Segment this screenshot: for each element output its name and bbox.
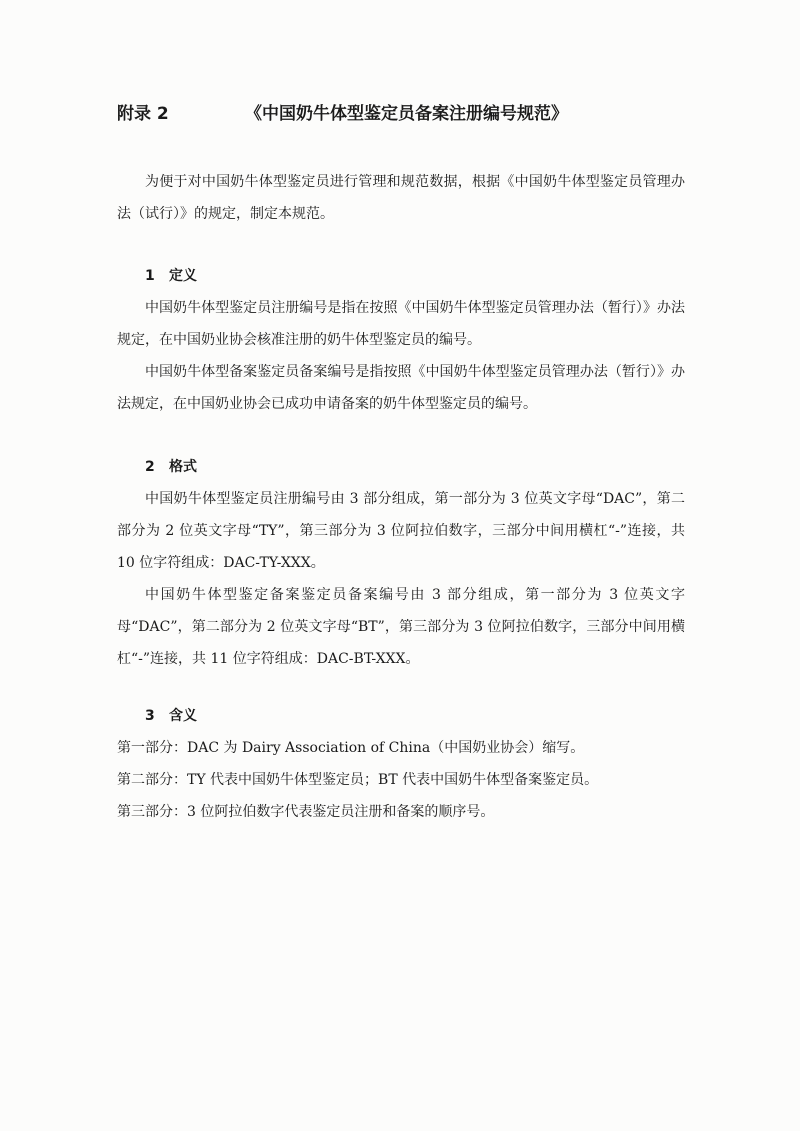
intro-paragraph: 为便于对中国奶牛体型鉴定员进行管理和规范数据，根据《中国奶牛体型鉴定员管理办法（试行）》的规定，制定本规范。 — [117, 174, 685, 222]
section-meaning — [117, 700, 685, 828]
paragraph: 中国奶牛体型鉴定备案鉴定员备案编号由 3 部分组成，第一部分为 3 位英文字母“DAC”，第二部分为 2 位英文字母“BT”，第三部分为 3 位阿拉伯数字，三部分中间用横杠“-”连接，共 11 位字符组成：DAC-BT-XXX。 — [117, 587, 685, 667]
document-title — [117, 100, 760, 128]
section-number: 3 — [145, 708, 155, 724]
appendix-label: 附录 2 — [117, 104, 169, 124]
section-definition — [117, 260, 685, 420]
section-title: 含义 — [169, 708, 197, 724]
paragraph: 中国奶牛体型备案鉴定员备案编号是指按照《中国奶牛体型鉴定员管理办法（暂行）》办法规定，在中国奶业协会已成功申请备案的奶牛体型鉴定员的编号。 — [117, 364, 685, 412]
paragraph: 中国奶牛体型鉴定员注册编号是指在按照《中国奶牛体型鉴定员管理办法（暂行）》办法规定，在中国奶业协会核准注册的奶牛体型鉴定员的编号。 — [117, 300, 685, 348]
section-format — [117, 451, 685, 675]
section-title: 定义 — [169, 268, 197, 284]
section-heading — [117, 260, 685, 292]
section-number: 1 — [145, 268, 155, 284]
meaning-line: 第二部分：TY 代表中国奶牛体型鉴定员；BT 代表中国奶牛体型备案鉴定员。 — [117, 772, 599, 788]
section-number: 2 — [145, 459, 155, 475]
intro-block — [117, 166, 685, 230]
section-heading — [117, 700, 685, 732]
paragraph: 中国奶牛体型鉴定员注册编号由 3 部分组成，第一部分为 3 位英文字母“DAC”，第二部分为 2 位英文字母“TY”，第三部分为 3 位阿拉伯数字，三部分中间用横杠“-”连接，共 10 位字符组成：DAC-TY-XXX。 — [117, 491, 685, 571]
section-heading — [117, 451, 685, 483]
section-title: 格式 — [169, 459, 197, 475]
title-text: 《中国奶牛体型鉴定员备案注册编号规范》 — [245, 104, 568, 124]
meaning-line: 第三部分：3 位阿拉伯数字代表鉴定员注册和备案的顺序号。 — [117, 804, 495, 820]
meaning-line: 第一部分：DAC 为 Dairy Association of China（中国奶业协会）缩写。 — [117, 740, 585, 756]
